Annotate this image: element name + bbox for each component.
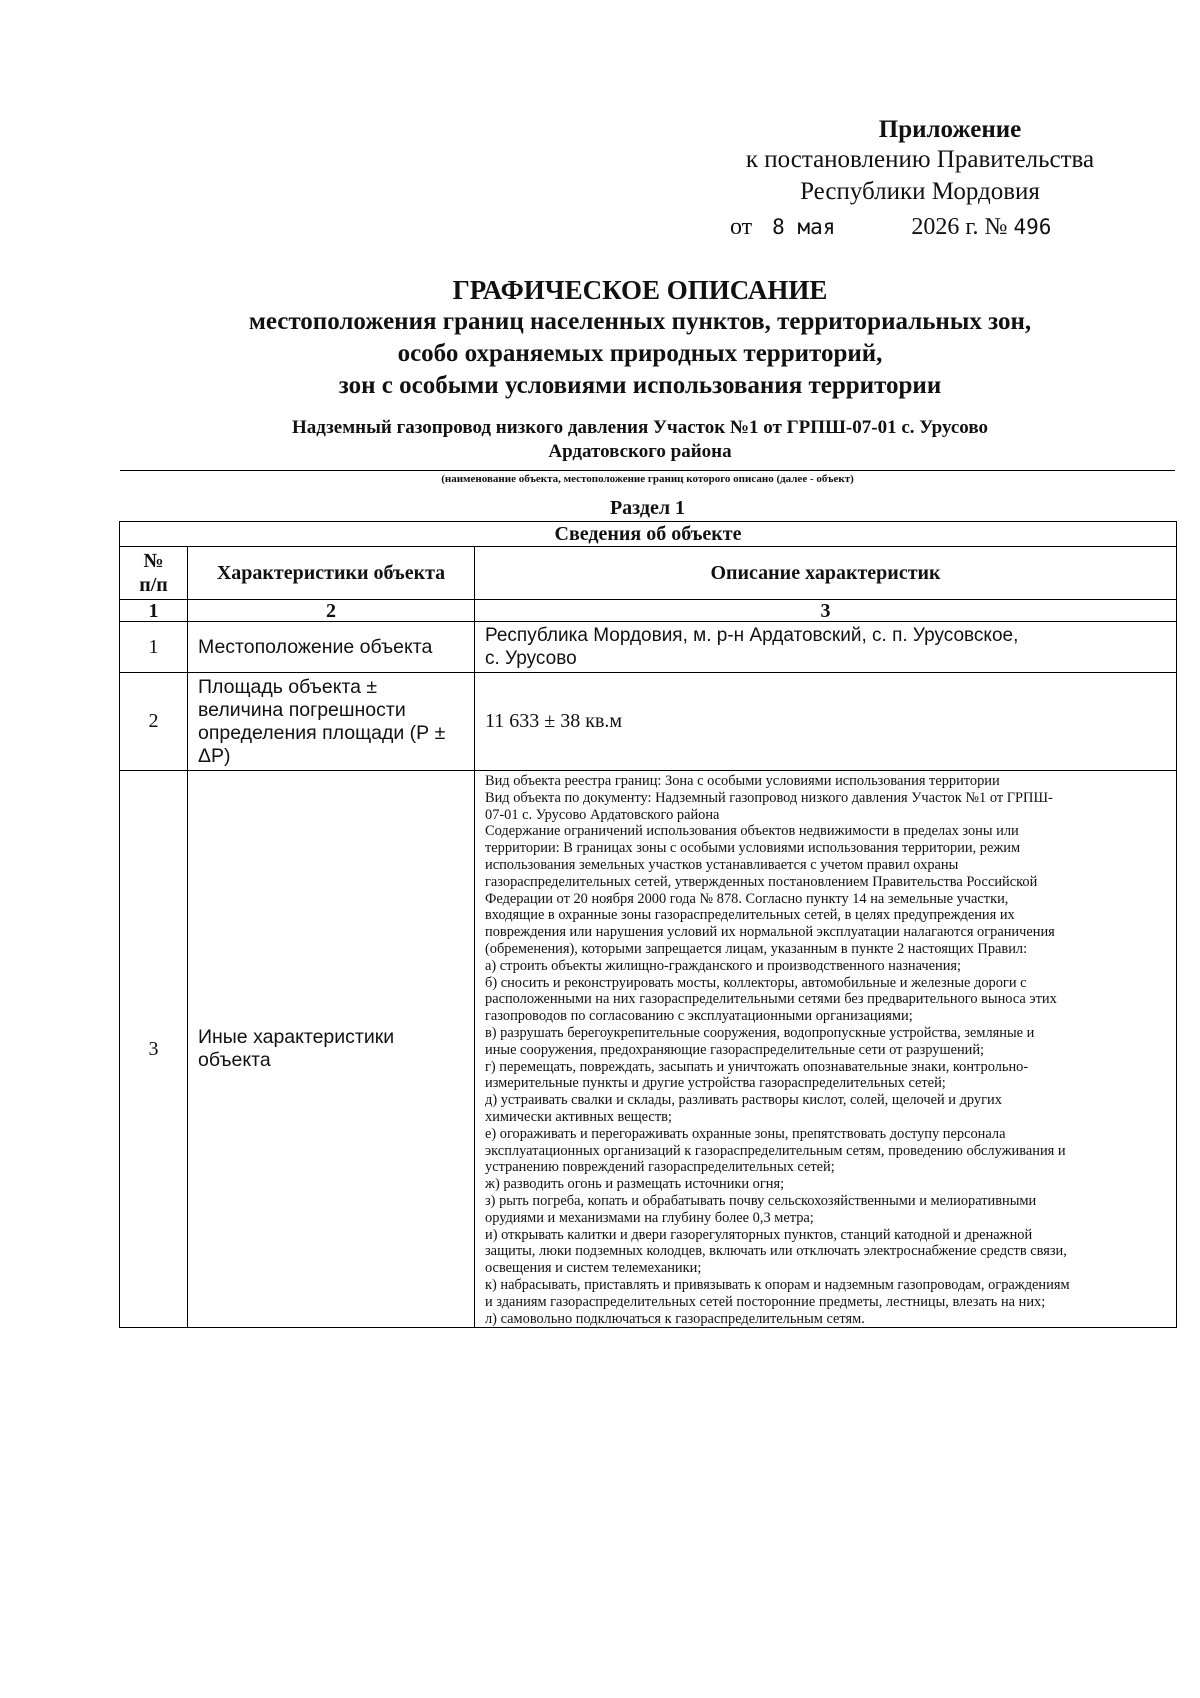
details-line: газораспределительных сетей, утвержденных постановлением Правительства Российской bbox=[485, 873, 1038, 890]
details-line: Вид объекта по документу: Надземный газопровод низкого давления Участок №1 от ГРПШ- bbox=[485, 789, 1053, 806]
details-line: л) самовольно подключаться к газораспределительным сетям. bbox=[485, 1310, 865, 1327]
date-day: 8 мая bbox=[772, 215, 836, 239]
row-label: Площадь объекта ± величина погрешности определения площади (Р ± ΔР) bbox=[188, 673, 475, 771]
column-number-row bbox=[120, 600, 1177, 622]
table-row bbox=[120, 622, 1177, 673]
resolution-number: 496 bbox=[1013, 215, 1052, 239]
details-line: защиты, люки подземных колодцев, включать или отключать электроснабжение средств связи, bbox=[485, 1243, 1067, 1260]
column-number-2: 2 bbox=[188, 600, 475, 622]
document-title bbox=[100, 274, 1180, 402]
details-line: орудиями и механизмами на глубину более 0,3 метра; bbox=[485, 1209, 814, 1226]
details-line: измерительные пункты и другие устройства газораспределительных сетей; bbox=[485, 1075, 946, 1092]
details-line: устранению повреждений газораспределительных сетей; bbox=[485, 1159, 835, 1176]
date-prefix: от bbox=[730, 214, 753, 240]
details-line: к) набрасывать, приставлять и привязывать к опорам и надземным газопроводам, ограждениям bbox=[485, 1276, 1070, 1293]
details-line: в) разрушать берегоукрепительные сооружения, водопропускные устройства, земляные и bbox=[485, 1024, 1035, 1041]
column-header-number bbox=[120, 547, 188, 600]
column-header-number-text: № п/п bbox=[139, 550, 168, 596]
column-header-description: Описание характеристик bbox=[475, 547, 1177, 600]
table-row bbox=[120, 673, 1177, 771]
appendix-line-2: Республики Мордовия bbox=[800, 178, 1040, 205]
details-line: д) устраивать свалки и склады, разливать растворы кислот, солей, щелочей и других bbox=[485, 1092, 1002, 1109]
details-line: а) строить объекты жилищно-гражданского и производственного назначения; bbox=[485, 957, 962, 974]
column-number-3: 3 bbox=[475, 600, 1177, 622]
details-line: з) рыть погреба, копать и обрабатывать почву сельскохозяйственными и мелиоративными bbox=[485, 1192, 1037, 1209]
row-value-line-2: с. Урусово bbox=[485, 648, 577, 669]
details-line: Содержание ограничений использования объектов недвижимости в пределах зоны или bbox=[485, 823, 1019, 840]
object-info-table bbox=[119, 521, 1177, 1328]
object-name-underline bbox=[120, 470, 1175, 471]
row-index: 3 bbox=[120, 771, 188, 1328]
details-line: и) открывать калитки и двери газорегуляторных пунктов, станций катодной и дренажной bbox=[485, 1226, 1033, 1243]
details-line: Федерации от 20 ноября 2000 года № 878. Согласно пункту 14 на земельные участки, bbox=[485, 890, 1009, 907]
row-label: Местоположение объекта bbox=[188, 622, 475, 673]
row-index: 2 bbox=[120, 673, 188, 771]
row-details bbox=[475, 771, 1177, 1328]
details-line: е) огораживать и перегораживать охранные зоны, препятствовать доступу персонала bbox=[485, 1125, 1006, 1142]
row-value bbox=[475, 622, 1177, 673]
table-row bbox=[120, 771, 1177, 1328]
details-line: входящие в охранные зоны газораспределительных сетей, в целях предупреждения их bbox=[485, 907, 1015, 924]
details-line: ж) разводить огонь и размещать источники огня; bbox=[485, 1176, 785, 1193]
row-value-line-1: Республика Мордовия, м. р-н Ардатовский, с. п. Урусовское, bbox=[485, 625, 1019, 646]
details-line: эксплуатационных организаций к газораспределительным сетям, проведению обслуживания и bbox=[485, 1142, 1066, 1159]
details-line: освещения и систем телемеханики; bbox=[485, 1260, 702, 1277]
details-line: и зданиям газораспределительных сетей посторонние предметы, лестницы, влезать на них; bbox=[485, 1293, 1046, 1310]
details-line: б) сносить и реконструировать мосты, коллекторы, автомобильные и железные дороги с bbox=[485, 974, 1027, 991]
column-header-characteristics: Характеристики объекта bbox=[188, 547, 475, 600]
section-title: Раздел 1 bbox=[609, 497, 686, 519]
column-number-1: 1 bbox=[120, 600, 188, 622]
object-name-line-1: Надземный газопровод низкого давления Участок №1 от ГРПШ-07-01 с. Урусово bbox=[292, 417, 988, 438]
row-value: 11 633 ± 38 кв.м bbox=[475, 673, 1177, 771]
appendix-dateline bbox=[730, 214, 1051, 241]
row-index: 1 bbox=[120, 622, 188, 673]
details-line: (обременения), которыми запрещается лицам, указанным в пункте 2 настоящих Правил: bbox=[485, 940, 1028, 957]
details-line: повреждения или нарушения условий их нормальной эксплуатации налагаются ограничения bbox=[485, 924, 1055, 941]
details-line: 07-01 с. Урусово Ардатовского района bbox=[485, 806, 720, 823]
details-line: использования земельных участков устанавливается с учетом правил охраны bbox=[485, 856, 959, 873]
details-line: Вид объекта реестра границ: Зона с особыми условиями использования территории bbox=[485, 773, 1000, 789]
table-heading: Сведения об объекте bbox=[120, 522, 1177, 547]
object-name-caption: (наименование объекта, местоположение границ которого описано (далее - объект) bbox=[441, 473, 854, 485]
date-year: 2026 г. № bbox=[911, 214, 1008, 240]
row-label: Иные характеристики объекта bbox=[188, 771, 475, 1328]
details-line: г) перемещать, повреждать, засыпать и уничтожать опознавательные знаки, контрольно- bbox=[485, 1058, 1029, 1075]
details-line: химически активных веществ; bbox=[485, 1108, 672, 1125]
details-line: расположенными на них газораспределительными сетями без предварительного выноса этих bbox=[485, 991, 1057, 1008]
details-line: территории: В границах зоны с особыми условиями использования территории, режим bbox=[485, 840, 1021, 857]
appendix-title: Приложение bbox=[878, 116, 1022, 143]
appendix-block bbox=[700, 116, 1140, 208]
object-name-line-2: Ардатовского района bbox=[548, 441, 732, 462]
document-title-line-2: местоположения границ населенных пунктов, территориальных зон, bbox=[248, 308, 1032, 335]
document-title-line-4: зон с особыми условиями использования территории bbox=[338, 372, 942, 399]
object-name bbox=[100, 416, 1180, 464]
appendix-line-1: к постановлению Правительства bbox=[745, 146, 1095, 173]
details-line: иные сооружения, предохраняющие газораспределительные сети от разрушений; bbox=[485, 1041, 985, 1058]
document-title-line-3: особо охраняемых природных территорий, bbox=[397, 340, 883, 367]
details-line: газопроводов по согласованию с эксплуатационными организациями; bbox=[485, 1008, 913, 1025]
document-title-line-1: ГРАФИЧЕСКОЕ ОПИСАНИЕ bbox=[452, 275, 828, 305]
